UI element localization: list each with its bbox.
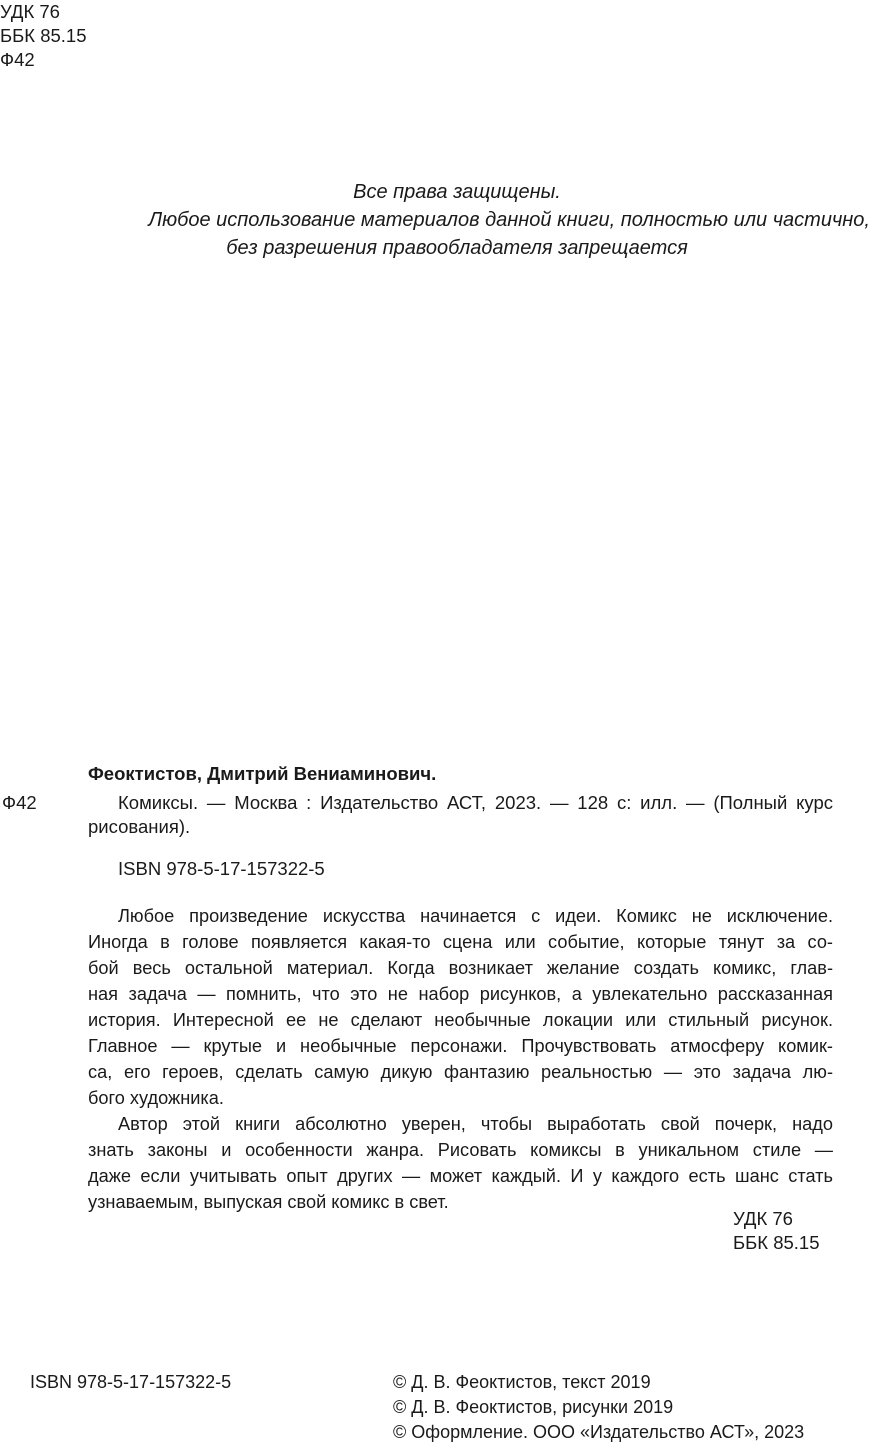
annotation-line: даже если учитывать опыт других — может каждый. И у каждого есть шанс стать <box>88 1166 833 1186</box>
rights-line-3: без разрешения правообладателя запрещается <box>226 237 688 259</box>
copyright-line: © Д. В. Феоктистов, текст 2019 <box>393 1372 651 1392</box>
classification-codes-bottom <box>733 1207 820 1255</box>
annotation-line: бой весь остальной материал. Когда возникает желание создать комикс, глав- <box>88 958 833 978</box>
annotation-line: ная задача — помнить, что это не набор рисунков, а увлекательно рассказанная <box>88 984 833 1004</box>
copyright-line: © Оформление. ООО «Издательство АСТ», 2023 <box>393 1422 805 1442</box>
udk-code: УДК 76 <box>733 1208 793 1229</box>
annotation-line: Главное — крутые и необычные персонажи. Прочувствовать атмосферу комик- <box>88 1036 833 1056</box>
isbn-footer: ISBN 978-5-17-157322-5 <box>30 1372 232 1392</box>
classification-codes <box>0 0 87 72</box>
annotation-line: Иногда в голове появляется какая-то сцена или событие, которые тянут за со- <box>88 932 833 952</box>
annotation <box>88 903 833 1215</box>
author-name: Феоктистов, Дмитрий Вениаминович. <box>88 763 437 784</box>
annotation-line: Любое произведение искусства начинается с идеи. Комикс не исключение. <box>118 906 833 926</box>
isbn-record: ISBN 978-5-17-157322-5 <box>118 858 325 879</box>
udk-code: УДК 76 <box>0 1 60 22</box>
annotation-line: узнаваемым, выпуская свой комикс в свет. <box>88 1192 449 1212</box>
copyright-line: © Д. В. Феоктистов, рисунки 2019 <box>393 1397 674 1417</box>
bibliographic-description: Комиксы. — Москва : Издательство АСТ, 2023. — 128 с: илл. — (Полный курс рисования). <box>88 792 833 837</box>
annotation-line: знать законы и особенности жанра. Рисовать комиксы в уникальном стиле — <box>88 1140 833 1160</box>
bbk-code: ББК 85.15 <box>0 25 87 46</box>
rights-line-2: Любое использование материалов данной книги, полностью или частично, <box>148 209 870 231</box>
author-cipher: Ф42 <box>2 792 37 813</box>
copyright-block <box>393 1370 804 1445</box>
rights-notice <box>30 178 870 262</box>
annotation-line: Автор этой книги абсолютно уверен, чтобы выработать свой почерк, надо <box>118 1114 833 1134</box>
bbk-code: ББК 85.15 <box>733 1232 820 1253</box>
annotation-line: бого художника. <box>88 1088 224 1108</box>
author-mark: Ф42 <box>0 49 35 70</box>
rights-line-1: Все права защищены. <box>353 181 561 203</box>
annotation-line: история. Интересной ее не сделают необычные локации или стильный рисунок. <box>88 1010 833 1030</box>
annotation-line: са, его героев, сделать самую дикую фантазию реальностью — это задача лю- <box>88 1062 833 1082</box>
